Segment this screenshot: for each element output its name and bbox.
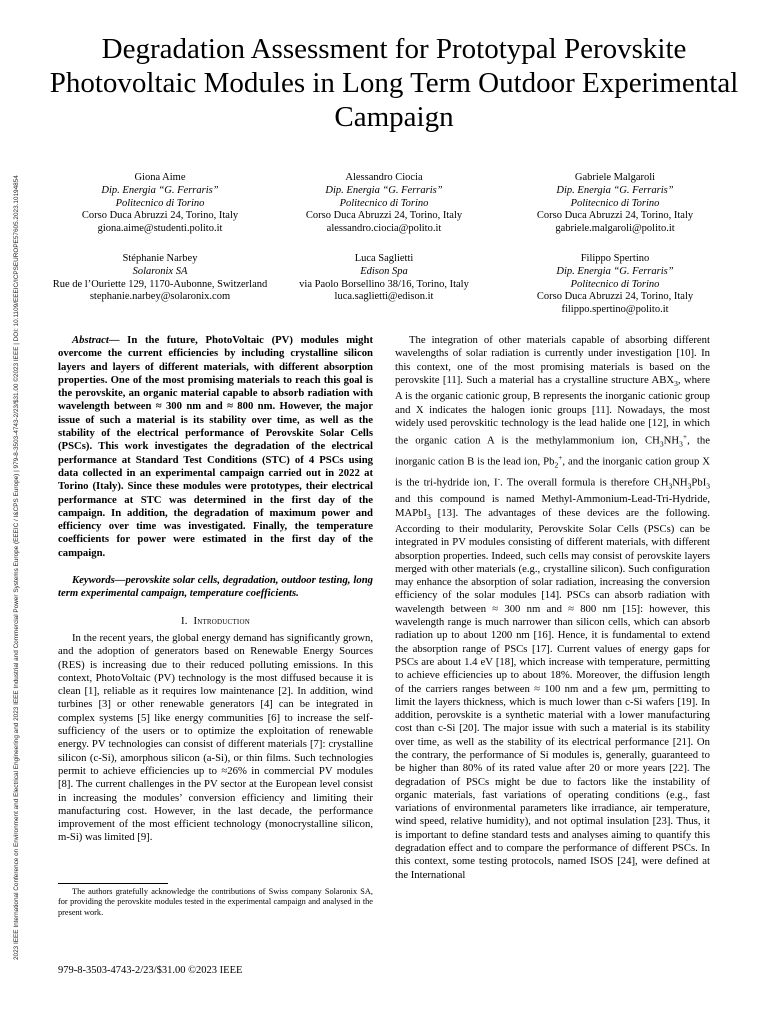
author-name: Giona Aime [134, 172, 186, 183]
author-email: stephanie.narbey@solaronix.com [89, 291, 231, 303]
footnote-divider [58, 883, 168, 884]
author-block [40, 253, 280, 304]
body-text-run: CH [645, 434, 660, 447]
author-block [495, 253, 735, 317]
author-block [264, 172, 504, 236]
author-institution: Politecnico di Torino [570, 278, 660, 290]
author-institution: Solaronix SA [132, 265, 188, 277]
section-title: Introduction [193, 614, 250, 627]
author-email: alessandro.ciocia@polito.it [326, 223, 442, 235]
right-column [395, 334, 710, 882]
section-heading [58, 615, 373, 628]
chemical-subscript: 3 [427, 511, 431, 521]
author-institution: Edison Spa [360, 265, 408, 277]
body-text-run: . The overall formula is therefore [500, 476, 654, 489]
author-address: Corso Duca Abruzzi 24, Torino, Italy [536, 210, 694, 222]
author-block [495, 172, 735, 236]
body-text-run: NH [663, 434, 680, 447]
author-department: Dip. Energia “G. Ferraris” [101, 184, 219, 196]
author-institution: Politecnico di Torino [339, 197, 429, 209]
body-text-run: , and the inorganic cation group X is the tri-hydride ion, I [395, 455, 711, 489]
author-address: Corso Duca Abruzzi 24, Torino, Italy [81, 210, 239, 222]
author-email: luca.saglietti@edison.it [334, 291, 434, 303]
body-text-run: and this compound is named Methyl-Ammonium-Lead-Tri-Hydride, [395, 493, 710, 506]
side-note-text: 2023 IEEE International Conference on Environment and Electrical Engineering and 2023 IEEE Industrial and Commercial Power Systems Europe (EEEIC / I&CPS Europe) | 979-8-3503-4743-2/23/$31.00 ©2023 IEEE | DOI: 10.1109/EEEIC/ICPSEUROPE57605.2023.10194854 [13, 175, 20, 960]
author-name: Stéphanie Narbey [122, 253, 198, 264]
author-name: Luca Saglietti [354, 253, 414, 264]
chemical-superscript: - [497, 474, 501, 484]
author-department: Dip. Energia “G. Ferraris” [325, 184, 443, 196]
body-text-run: PbI [691, 476, 707, 489]
author-address: Rue de l’Ouriette 129, 1170-Aubonne, Switzerland [52, 278, 268, 290]
chemical-subscript: 3 [674, 379, 678, 389]
author-department: Dip. Energia “G. Ferraris” [556, 184, 674, 196]
body-text-run: ABX [651, 373, 675, 386]
author-address: via Paolo Borsellino 38/16, Torino, Italy [299, 278, 469, 290]
author-name: Filippo Spertino [580, 253, 650, 264]
chemical-subscript: 3 [668, 481, 673, 491]
left-column [58, 334, 373, 845]
chemical-superscript: + [558, 453, 563, 463]
author-email: giona.aime@studenti.polito.it [97, 223, 223, 235]
paper-title: Degradation Assessment for Prototypal Perovskite Photovoltaic Modules in Long Term Outdoor Experimental Campaign [49, 33, 739, 133]
abstract-text: In the future, PhotoVoltaic (PV) modules might overcome the current efficiencies by including crystalline silicon layers and layers of different materials, with different absorption properties. One of the most promising materials to reach this goal is the perovskite, an organic material capable to absorb radiation with wavelength between ≈ 300 nm and ≈ 800 nm. However, the major issue of such a material is its stability over time, as well as the stability of the electrical performance of Perovskite Solar Cells (PSCs). This work investigates the degradation of the electrical performance at Standard Test Conditions (STC) of 4 PSCs using data collected in an experimental campaign carried out in 2022 at Torino (Italy). Since these modules were prototypes, their electrical performance at STC was determined in the first day of the campaign. In addition, the degradation of maximum power and efficiency over time was investigated. Finally, the temperature coefficients for power were estimated in the first day of the campaign. [58, 334, 373, 559]
author-email: gabriele.malgaroli@polito.it [555, 223, 675, 235]
abstract [58, 334, 373, 560]
body-text-run: MAPbI [395, 506, 428, 519]
section-number: I. [181, 614, 188, 627]
footnote-text: The authors gratefully acknowledge the contributions of Swiss company Solaronix SA, for providing the perovskite modules tested in the experimental campaign and analysed in the present work. [58, 887, 373, 917]
chemical-subscript: 3 [659, 439, 664, 449]
chemical-superscript: + [682, 432, 688, 442]
body-text-run: NH [672, 476, 688, 489]
abstract-label: Abstract— [72, 334, 120, 346]
footnote [58, 887, 373, 918]
keywords-text: perovskite solar cells, degradation, outdoor testing, long term experimental campaign, temperature coefficients. [58, 574, 373, 600]
author-name: Gabriele Malgaroli [574, 172, 656, 183]
body-text-run: , where A is the organic cationic group, B represents the inorganic cationic group and X indicates the halogen ionic groups [11]. Nowadays, the most widely used perovskitic technology is the lead halide one [12], in which the organic cation A is the methylammonium ion, [395, 373, 710, 447]
author-block [40, 172, 280, 236]
chemical-subscript: 3 [679, 439, 683, 449]
body-text-run: The integration of other materials capable of absorbing different wavelengths of solar radiation is currently under investigation [10]. In this context, one of the most promising materials is based on the perovskite [11]. Such a material has a crystalline structure [395, 334, 710, 386]
keywords [58, 574, 373, 601]
author-address: Corso Duca Abruzzi 24, Torino, Italy [536, 291, 694, 303]
body-text-run: , the inorganic cation B is the lead ion, [395, 434, 710, 468]
author-department: Dip. Energia “G. Ferraris” [556, 265, 674, 277]
author-name: Alessandro Ciocia [345, 172, 423, 183]
side-publication-note [2, 20, 20, 960]
chemical-subscript: 3 [687, 481, 692, 491]
keywords-label: Keywords— [72, 574, 126, 587]
chemical-subscript: 2 [554, 460, 559, 470]
chemical-subscript: 3 [706, 481, 711, 491]
author-institution: Politecnico di Torino [570, 197, 660, 209]
author-block [264, 253, 504, 304]
author-institution: Politecnico di Torino [115, 197, 205, 209]
body-paragraph [395, 334, 710, 882]
author-email: filippo.spertino@polito.it [561, 304, 669, 316]
intro-paragraph: In the recent years, the global energy demand has significantly grown, and the adoption of generators based on Renewable Energy Sources (RES) is increasing due to their reduced polluting emissions. In this context, PhotoVoltaic (PV) technology is the most diffused because it is clean [1], reliable as it requires low maintenance [2]. In addition, wind turbines [3] or other renewable generators [4] can be integrated in complex systems [5] like energy communities [6] to increase the self-sufficiency of the users or to optimize the exploitation of renewable energy. PV technologies can consist of different materials [7]: crystalline silicon (c-Si), amorphous silicon (a-Si), or thin films. Such technologies permit to achieve efficiencies up to ≈26% in commercial PV modules [8]. The current challenges in the PV sector at the European level consist in increasing the modules’ conversion efficiency and limiting their manufacturing cost. However, in the last decade, the performance improvement of the most efficient technology (monocrystalline silicon, m-Si) was limited [9]. [58, 631, 373, 844]
body-text-run: Pb [543, 455, 555, 468]
author-address: Corso Duca Abruzzi 24, Torino, Italy [305, 210, 463, 222]
copyright-line: 979-8-3503-4743-2/23/$31.00 ©2023 IEEE [58, 965, 243, 976]
body-text-run: CH [653, 476, 669, 489]
body-text-run: [13]. The advantages of these devices are the following. According to their modularity, Perovskite Solar Cells (PSCs) can be integrated in PV modules consisting of different materials, with different absorption properties. Indeed, such cells may consist of perovskite layers merged with other materials (e.g., crystalline silicon). Such configuration may enhance the absorption of solar radiation, increasing the conversion efficiency of the solar modules [14]. PSCs can absorb radiation with wavelength between ≈ 300 nm and ≈ 800 nm [15]: however, this wavelength range is much narrower than silicon cells, which can absorb radiation up to about 1200 nm [16]. Hence, it is fundamental to extend the absorption range of PSCs [17]. Current values of energy gaps for PSCs are about 1.4 eV [18], which increase with temperature, permitting to achieve efficiencies up to about 18%. Moreover, the diffusion length of the carriers ranges between ≈ 100 nm and a few μm, permitting to limit the layers thickness, which is much lower than c-Si wafers [19]. In addition, perovskite is a synthetic material with a lower manufacturing cost than c-Si [20]. The major issue with such a material is its stability over time, as well as the stability of its electrical performance [21]. On the contrary, the performance of Si modules is, generally, guaranteed to be higher than 80% of its rated value after 20 or more years [22]. The degradation of PSCs might be due to factors like the instability of organic materials, fast variations of operating conditions (e.g., fast variations of environmental parameters like irradiance, air temperature, wind speed, relative humidity), and not optimal insulation [23]. Thus, it is important to define standard tests and analyses aiming to quantify this degradation effect and to compare the performance of different PSCs. In this context, some testing protocols, named ISOS [24], were defined at the International [395, 506, 710, 881]
